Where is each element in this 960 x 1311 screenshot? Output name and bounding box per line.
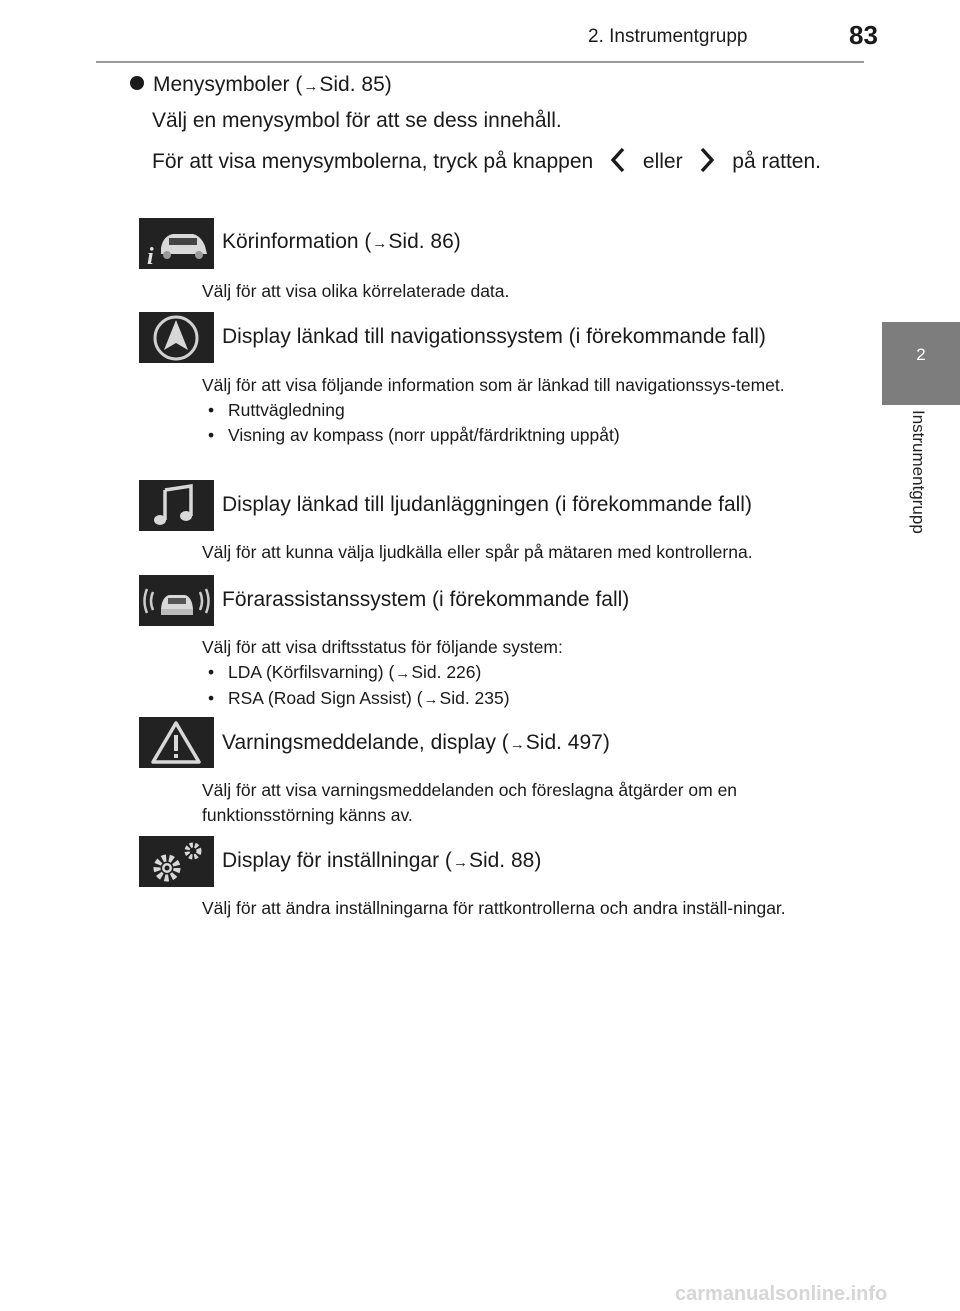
arrow-right-icon: → — [452, 854, 468, 871]
watermark: carmanualsonline.info — [675, 1283, 888, 1305]
item-title-warning: Varningsmeddelande, display (→Sid. 497) — [222, 731, 610, 754]
intro-instruction: För att visa menysymbolerna, tryck på knappen eller på ratten. — [152, 146, 842, 183]
svg-text:i: i — [147, 244, 154, 269]
item-title-driver-assist: Förarassistanssystem (i förekommande fall) — [222, 588, 630, 611]
arrow-right-icon: → — [509, 736, 525, 753]
item-title-korinformation: Körinformation (→Sid. 86) — [222, 230, 461, 253]
item-description: Välj för att visa olika körrelaterade data. — [202, 281, 510, 301]
item-description: Välj för att visa följande information som är länkad till navigationssys-temet. • Ruttvägledning • Visning av kompass (norr uppåt/färdriktning uppåt) — [202, 373, 842, 448]
item-title-audio: Display länkad till ljudanläggningen (i förekommande fall) — [222, 493, 752, 516]
chapter-tab — [882, 322, 960, 405]
item-description: Välj för att visa varningsmeddelanden och föreslagna åtgärder om en funktionsstörning känns av. — [202, 780, 738, 825]
car-info-icon — [139, 218, 214, 269]
list-item: • LDA (Körfilsvarning) (→Sid. 226) — [202, 660, 842, 686]
arrow-right-icon: → — [372, 235, 388, 252]
arrow-right-icon: → — [395, 665, 411, 682]
chevron-right-icon — [698, 147, 716, 183]
music-note-icon — [139, 480, 214, 531]
settings-gears-icon — [139, 836, 214, 887]
page-number: 83 — [849, 20, 878, 50]
arrow-right-icon: → — [303, 78, 319, 95]
navigation-icon — [139, 312, 214, 363]
running-header: 2. Instrumentgrupp — [588, 26, 748, 47]
warning-icon — [139, 717, 214, 768]
bullet-icon — [130, 76, 144, 90]
item-description: Välj för att visa driftsstatus för följande system: • LDA (Körfilsvarning) (→Sid. 226) • RSA (Road Sign Assist) (→Sid. 235) — [202, 635, 842, 712]
chapter-label: Instrumentgrupp — [909, 410, 928, 534]
section-heading: Menysymboler (→Sid. 85) — [130, 73, 392, 97]
list-item: • Ruttvägledning — [202, 398, 842, 423]
item-title-settings: Display för inställningar (→Sid. 88) — [222, 849, 542, 872]
page-reference: Sid. 85) — [319, 73, 392, 96]
arrow-right-icon: → — [423, 691, 439, 708]
chapter-number: 2 — [916, 345, 926, 364]
list-item: • Visning av kompass (norr uppåt/färdriktning uppåt) — [202, 423, 842, 448]
intro-text: Välj en menysymbol för att se dess innehåll. — [152, 109, 562, 132]
item-description: Välj för att kunna välja ljudkälla eller spår på mätaren med kontrollerna. — [202, 542, 753, 562]
item-title-navigation: Display länkad till navigationssystem (i förekommande fall) — [222, 325, 766, 348]
driver-assist-icon — [139, 575, 214, 626]
list-item: • RSA (Road Sign Assist) (→Sid. 235) — [202, 686, 842, 712]
item-description: Välj för att ändra inställningarna för rattkontrollerna och andra inställ-ningar. — [202, 898, 786, 918]
header-divider — [96, 61, 864, 63]
chevron-left-icon — [609, 147, 627, 183]
